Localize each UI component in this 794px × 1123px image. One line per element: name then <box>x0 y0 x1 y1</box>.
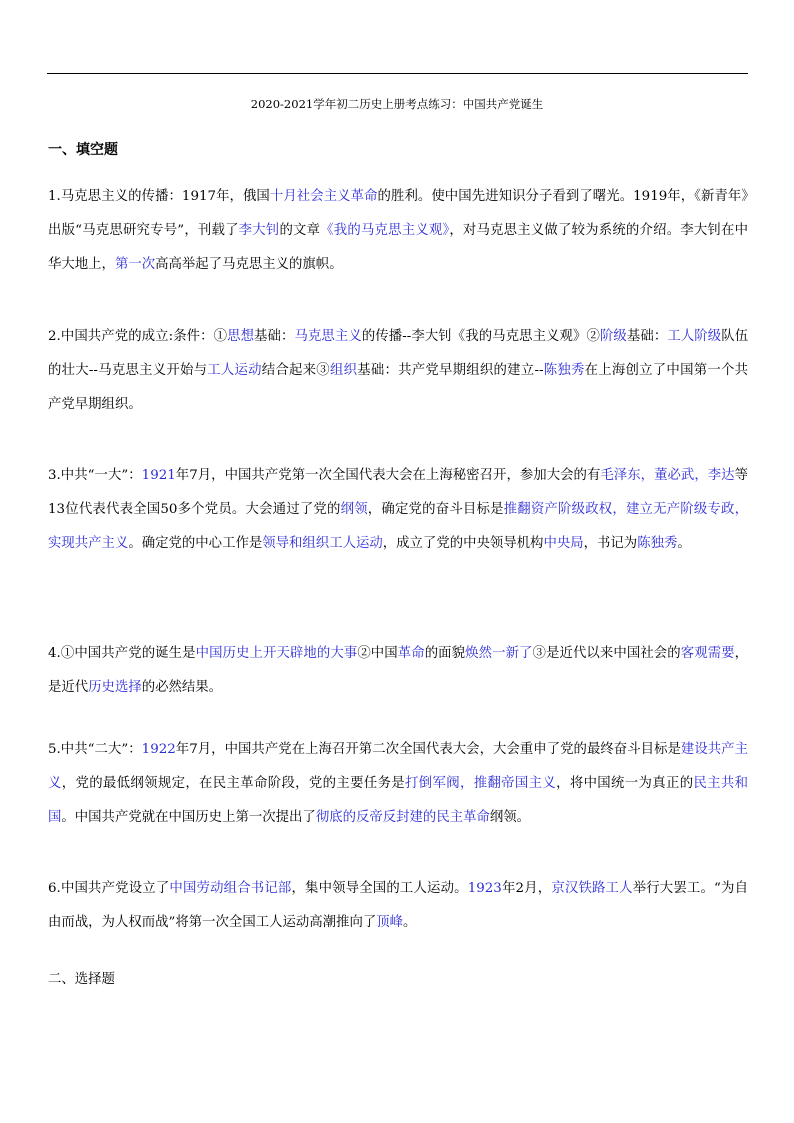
question-text: 年7月，中国共产党第一次全国代表大会在上海秘密召开，参加大会的有 <box>175 468 601 483</box>
answer-highlight: 历史选择 <box>88 680 142 695</box>
answer-highlight: 客观需要 <box>680 646 735 661</box>
answer-highlight: 京汉铁路工人 <box>551 881 633 896</box>
question-text: 等13位代表代表全国50多个党员。大会通过了党的 <box>48 468 748 517</box>
question-text: 基础： <box>254 329 295 344</box>
answer-highlight: 领导和组织工人运动 <box>262 536 383 551</box>
question-text: 举行大罢工。“为自由而战，为人权而战”将第一次全国工人运动高潮推向了 <box>48 881 749 930</box>
answer-highlight: 阶级 <box>599 329 627 344</box>
question-text: ，集中领导全国的工人运动。 <box>291 881 468 896</box>
section-title-fill-blank: 一、填空题 <box>48 142 118 158</box>
answer-highlight: 陈独秀 <box>543 363 585 378</box>
answer-highlight: 工人阶级 <box>667 329 722 344</box>
answer-highlight: 中国劳动组合书记部 <box>169 881 292 896</box>
question-text: 3.中共“一大”： <box>48 468 142 483</box>
question-paragraph-1 <box>48 180 748 282</box>
document-title: 2020-2021学年初二历史上册考点练习：中国共产党诞生 <box>250 97 544 111</box>
question-text: 的胜利。使中国先进知识分子看到了曙光。1919年，《新青年》出版“马克思研究专号”，刊载了 <box>48 189 749 238</box>
question-paragraph-5 <box>48 733 748 835</box>
question-text: 年2月， <box>501 881 552 896</box>
question-text: 6.中国共产党设立了 <box>48 881 170 896</box>
question-text: ，将中国统一为真正的 <box>556 776 694 791</box>
answer-highlight: 李大钊 <box>238 223 280 238</box>
question-text: ，确定党的奋斗目标是 <box>367 502 504 517</box>
answer-highlight: 民主共和国 <box>48 776 749 825</box>
answer-highlight: 推翻资产阶级政权，建立无产阶级专政，实现共产主义 <box>48 502 749 551</box>
answer-highlight: 中央局 <box>543 536 584 551</box>
question-text: 4.①中国共产党的诞生是 <box>48 646 196 661</box>
question-paragraph-6 <box>48 872 748 940</box>
question-text: ②中国 <box>357 646 398 661</box>
answer-highlight: 第一次 <box>114 257 156 272</box>
answer-highlight: 陈独秀 <box>637 536 678 551</box>
question-text: ，是近代 <box>48 646 749 695</box>
question-paragraph-3 <box>48 459 748 561</box>
answer-highlight: 马克思主义 <box>294 329 362 344</box>
answer-highlight: 革命 <box>397 646 425 661</box>
question-paragraph-2 <box>48 320 748 422</box>
answer-highlight: 顶峰 <box>376 915 404 930</box>
question-text: 基础：共产党早期组织的建立-- <box>357 363 544 378</box>
question-paragraph-4 <box>48 637 748 705</box>
question-text: 年7月，中国共产党在上海召开第二次全国代表大会，大会重申了党的最终奋斗目标是 <box>175 742 681 757</box>
question-text: 的文章 <box>279 223 321 238</box>
answer-highlight: 十月社会主义革命 <box>269 189 378 204</box>
question-text: ，党的最低纲领规定，在民主革命阶段，党的主要任务是 <box>61 776 406 791</box>
answer-highlight: 打倒军阀，推翻帝国主义 <box>405 776 557 791</box>
question-text: ③是近代以来中国社会的 <box>532 646 681 661</box>
question-text: 结合起来③ <box>261 363 330 378</box>
question-text: ，成立了党的中央领导机构 <box>382 536 544 551</box>
answer-highlight: 1921 <box>141 468 176 483</box>
question-text: 高高举起了马克思主义的旗帜。 <box>155 257 343 272</box>
question-text: ，书记为 <box>583 536 638 551</box>
question-text: 的传播--李大钊《我的马克思主义观》② <box>361 329 600 344</box>
answer-highlight: 彻底的反帝反封建的民主革命 <box>315 810 490 825</box>
question-text: 在上海创立了中国第一个共产党早期组织。 <box>48 363 748 412</box>
question-text: 队伍的壮大--马克思主义开始与 <box>48 329 749 378</box>
answer-highlight: 思想 <box>227 329 255 344</box>
question-text: 的面貌 <box>424 646 466 661</box>
question-text: 1.马克思主义的传播：1917年，俄国 <box>48 189 270 204</box>
question-text: ，对马克思主义做了较为系统的介绍。李大钊在中华大地上， <box>48 223 748 272</box>
answer-highlight: 组织 <box>329 363 358 378</box>
answer-highlight: 《我的马克思主义观》 <box>320 223 450 238</box>
answer-highlight: 工人运动 <box>207 363 262 378</box>
answer-highlight: 建设共产主义 <box>48 742 748 791</box>
question-text: 。中国共产党就在中国历史上第一次提出了 <box>61 810 316 825</box>
answer-highlight: 纲领 <box>340 502 368 517</box>
answer-highlight: 毛泽东，董必武，李达 <box>600 468 735 483</box>
question-text: 。 <box>677 536 691 551</box>
answer-highlight: 1922 <box>141 742 176 757</box>
question-text: 5.中共“二大”： <box>48 742 142 757</box>
question-text: 的必然结果。 <box>141 680 223 695</box>
answer-highlight: 中国历史上开天辟地的大事 <box>195 646 358 661</box>
answer-highlight: 焕然一新了 <box>465 646 533 661</box>
answer-highlight: 1923 <box>467 881 502 896</box>
question-text: 2.中国共产党的成立:条件：① <box>48 329 228 344</box>
question-text: 基础： <box>626 329 668 344</box>
question-text: 纲领。 <box>489 810 531 825</box>
question-text: 。 <box>403 915 417 930</box>
header-rule <box>47 73 748 74</box>
question-text: 。确定党的中心工作是 <box>128 536 263 551</box>
section-title-choice: 二、选择题 <box>48 972 115 987</box>
